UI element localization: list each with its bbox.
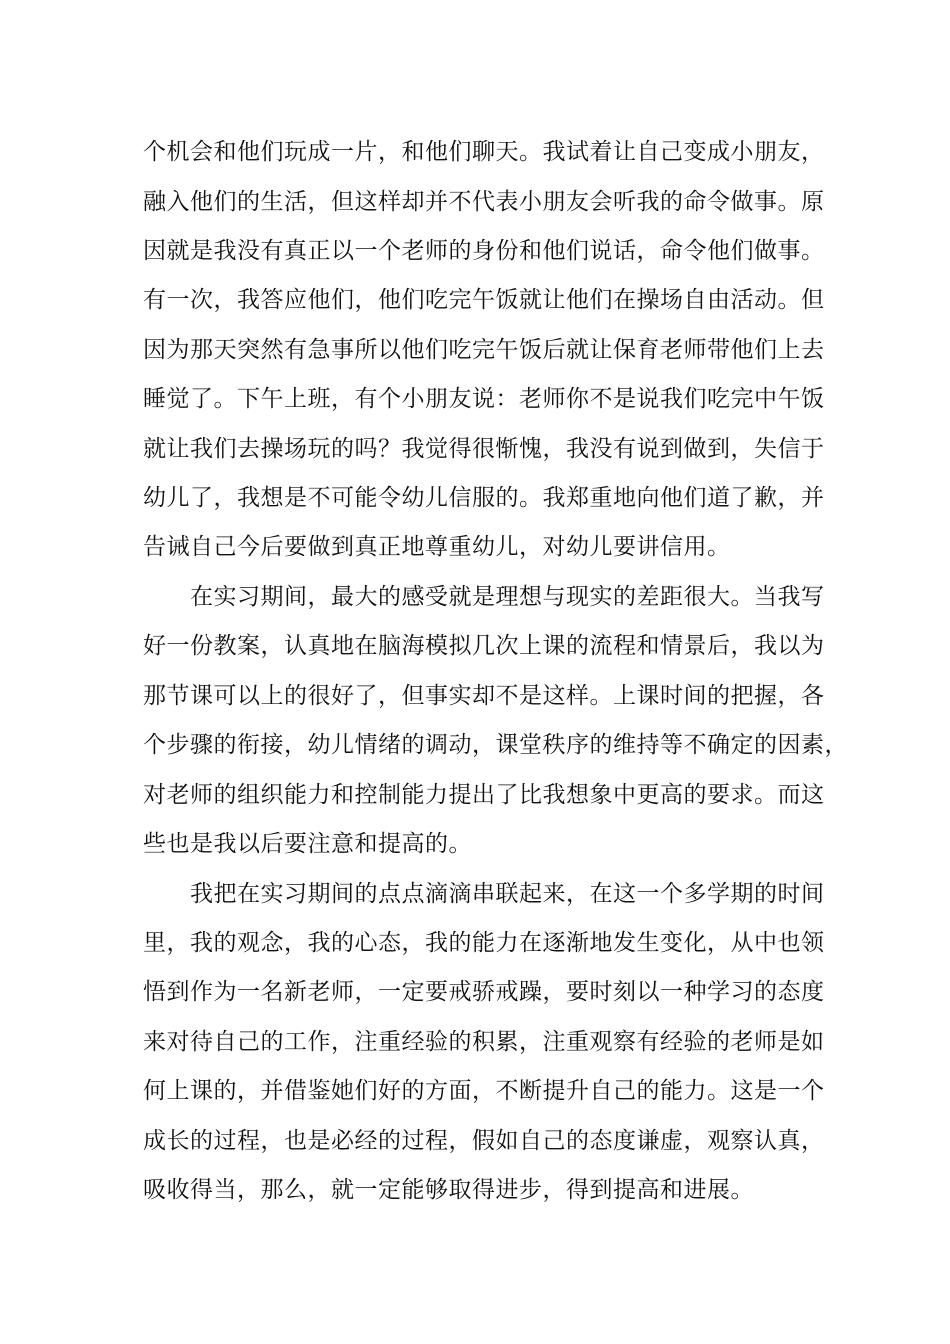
text-line: 在实习期间，最大的感受就是理想与现实的差距很大。当我写 [190,584,825,610]
text-line: 个步骤的衔接，幼儿情绪的调动，课堂秩序的维持等不确定的因素， [143,732,848,758]
text-line: 吸收得当，那么，就一定能够取得进步，得到提高和进展。 [143,1177,754,1203]
text-line: 来对待自己的工作，注重经验的积累，注重观察有经验的老师是如 [143,1029,825,1055]
text-line: 就让我们去操场玩的吗？我觉得很惭愧，我没有说到做到，失信于 [143,436,825,462]
text-line: 有一次，我答应他们，他们吃完午饭就让他们在操场自由活动。但 [143,287,825,313]
text-line: 些也是我以后要注意和提高的。 [143,831,472,857]
text-line: 悟到作为一名新老师，一定要戒骄戒躁，要时刻以一种学习的态度 [143,979,825,1005]
text-line: 因为那天突然有急事所以他们吃完午饭后就让保育老师带他们上去 [143,337,825,363]
text-line: 告诫自己今后要做到真正地尊重幼儿，对幼儿要讲信用。 [143,534,731,560]
text-line: 个机会和他们玩成一片，和他们聊天。我试着让自己变成小朋友， [143,139,825,165]
text-line: 幼儿了，我想是不可能令幼儿信服的。我郑重地向他们道了歉，并 [143,485,825,511]
text-line: 融入他们的生活，但这样却并不代表小朋友会听我的命令做事。原 [143,189,825,215]
text-line: 睡觉了。下午上班，有个小朋友说：老师你不是说我们吃完中午饭 [143,386,825,412]
text-line: 对老师的组织能力和控制能力提出了比我想象中更高的要求。而这 [143,782,825,808]
text-line: 好一份教案，认真地在脑海模拟几次上课的流程和情景后，我以为 [143,633,825,659]
text-line: 何上课的，并借鉴她们好的方面，不断提升自己的能力。这是一个 [143,1078,825,1104]
text-line: 因就是我没有真正以一个老师的身份和他们说话，命令他们做事。 [143,238,825,264]
text-line: 我把在实习期间的点点滴滴串联起来，在这一个多学期的时间 [190,881,825,907]
text-line: 成长的过程，也是必经的过程，假如自己的态度谦虚，观察认真， [143,1128,825,1154]
text-line: 里，我的观念，我的心态，我的能力在逐渐地发生变化，从中也领 [143,930,825,956]
text-line: 那节课可以上的很好了，但事实却不是这样。上课时间的把握，各 [143,683,825,709]
